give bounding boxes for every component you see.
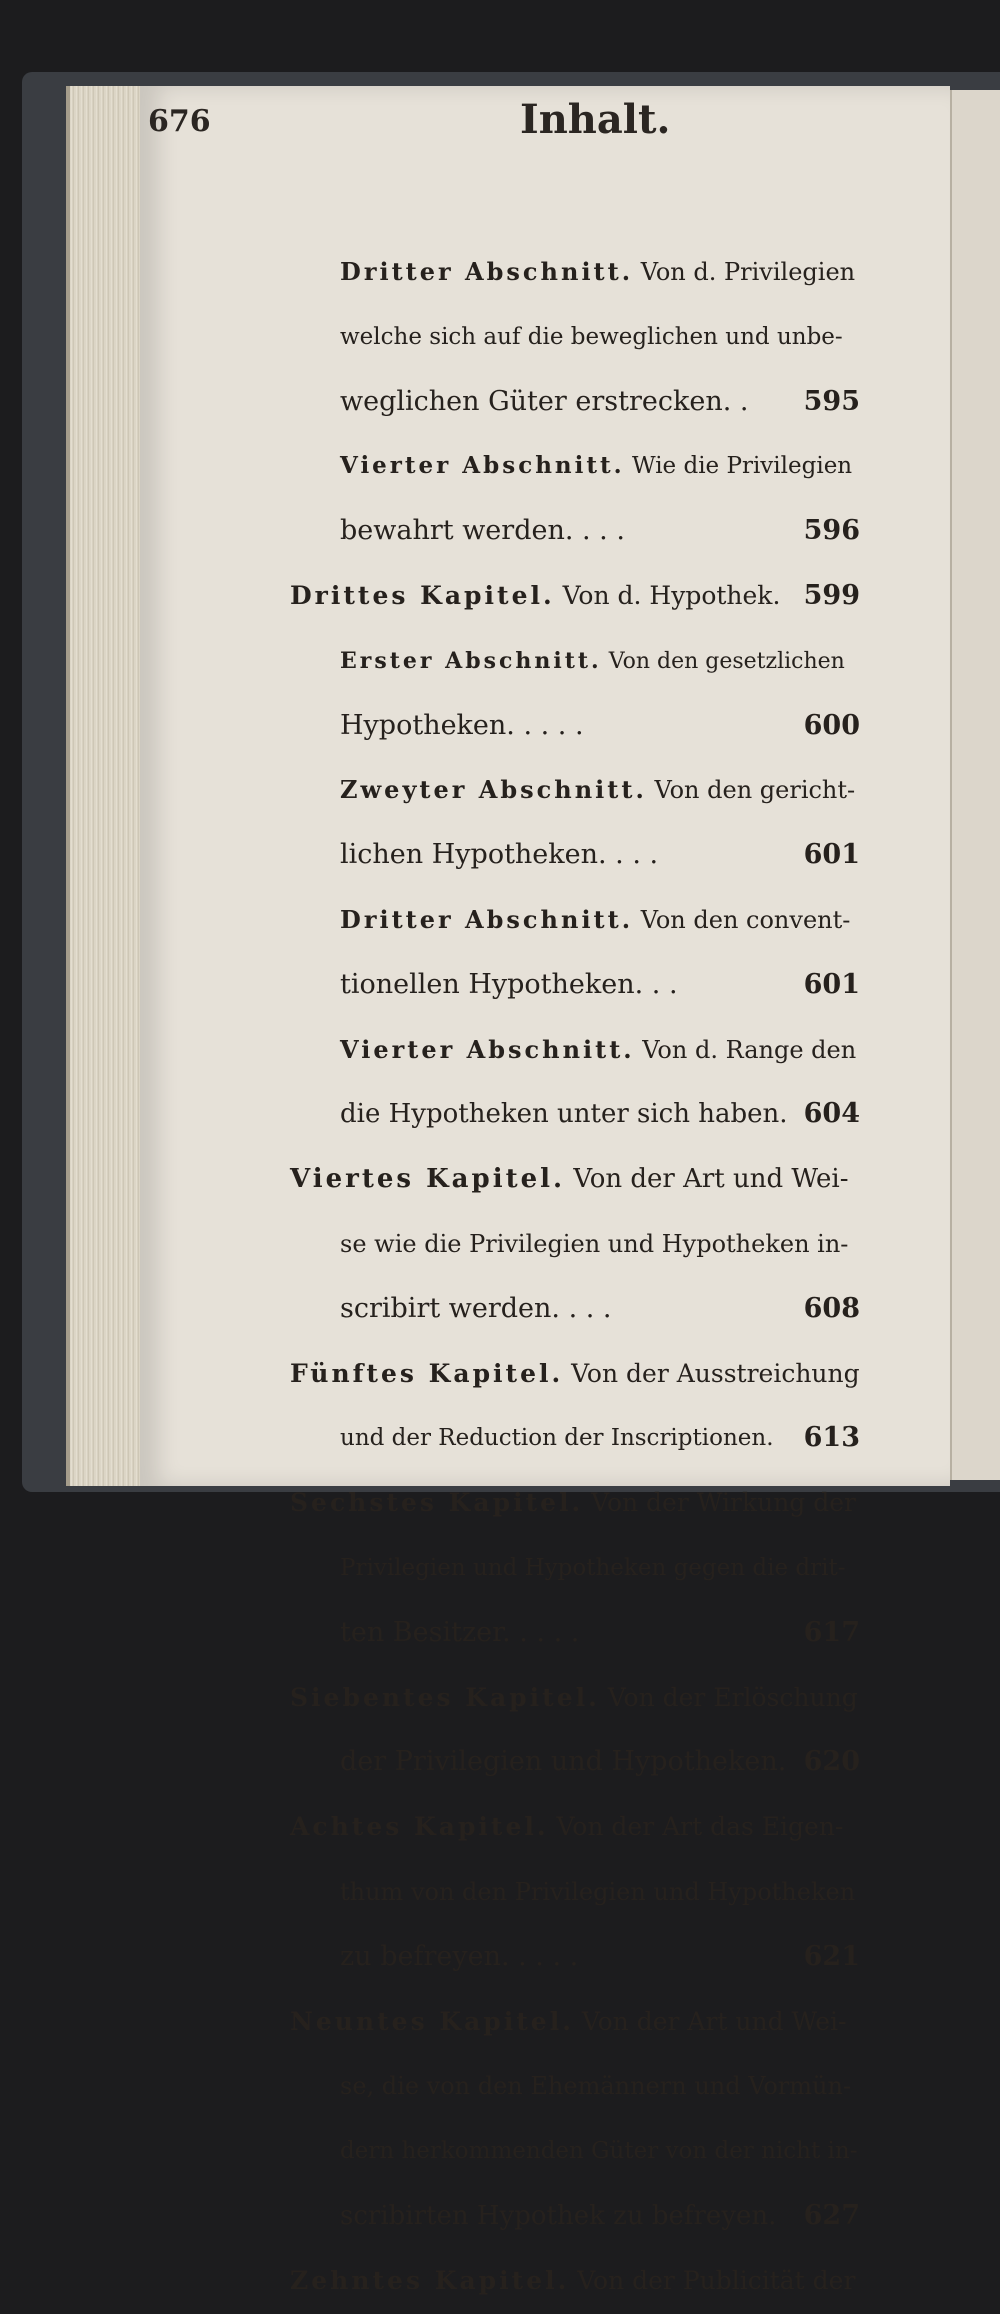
toc-page-number: 621 (803, 1940, 860, 1972)
toc-description: Hypotheken. . . . . (340, 709, 584, 741)
toc-line-text (340, 370, 748, 435)
toc-page-number: 595 (803, 385, 860, 417)
table-of-contents (290, 240, 860, 2314)
toc-description: die Hypotheken unter sich haben. (340, 1099, 788, 1130)
toc-description: Von den gericht- (646, 776, 856, 805)
toc-line (290, 1666, 860, 1731)
toc-line (290, 1277, 860, 1342)
toc-line (290, 823, 860, 888)
toc-description: Von der Wirkung der (583, 1488, 856, 1518)
toc-description: Von d. Hypothek. (554, 580, 781, 610)
toc-line-text (340, 953, 678, 1018)
toc-line-text (290, 1990, 846, 2055)
toc-description: dern herkommenden Güter von der nicht in- (340, 2138, 858, 2165)
toc-line-text (290, 1666, 858, 1731)
toc-description: welche sich auf die beweglichen und unbe- (340, 323, 843, 350)
toc-page-number: 617 (803, 1616, 860, 1648)
toc-page-number: 627 (803, 2199, 860, 2231)
toc-line-text (340, 694, 584, 759)
toc-line (290, 434, 860, 499)
toc-description: Von d. Privilegien (633, 258, 856, 286)
toc-line-text (340, 499, 625, 564)
toc-line (290, 1795, 860, 1860)
toc-description: scribirt werden. . . . (340, 1292, 612, 1324)
toc-line-text (290, 1471, 856, 1536)
toc-page-number: 599 (803, 579, 860, 611)
toc-line (290, 1147, 860, 1212)
toc-line (290, 1990, 860, 2055)
toc-line-text (340, 1212, 848, 1277)
toc-line (290, 499, 860, 564)
toc-line-text (290, 564, 780, 629)
toc-page-number: 620 (803, 1746, 860, 1778)
toc-description: Wie die Privilegien (624, 453, 853, 480)
toc-line-text (340, 758, 855, 823)
toc-line-text (340, 434, 852, 499)
toc-description: se, die von den Ehemännern und Vormün- (340, 2072, 852, 2101)
toc-description: Von der Ausstreichung (563, 1358, 860, 1388)
toc-line (290, 1601, 860, 1666)
toc-description: Von der Art und Wei- (573, 2006, 847, 2036)
toc-line (290, 1082, 860, 1147)
toc-line (290, 305, 860, 370)
toc-line-text (340, 240, 855, 305)
toc-description: Von der Art und Wei- (565, 1164, 849, 1195)
toc-line (290, 564, 860, 629)
toc-line-text (340, 1082, 788, 1147)
toc-heading: Dritter Abschnitt. (340, 257, 634, 286)
toc-line-text (340, 2184, 776, 2249)
toc-description: ten Besitzer. . . . . (340, 1616, 580, 1648)
toc-description: Von den gesetzlichen (601, 648, 845, 674)
toc-description: Von der Art das Eigen- (548, 1812, 844, 1842)
toc-line (290, 1471, 860, 1536)
toc-description: bewahrt werden. . . . (340, 515, 625, 547)
toc-heading: Sechstes Kapitel. (290, 1488, 584, 1518)
toc-description: Privilegien und Hypotheken gegen die drit- (340, 1554, 846, 1581)
toc-description: Von der Erlöschung (599, 1682, 858, 1712)
toc-line (290, 1212, 860, 1277)
page-number: 676 (148, 104, 211, 139)
toc-page-number: 613 (803, 1422, 860, 1454)
toc-line-text (290, 1795, 843, 1860)
toc-description: se wie die Privilegien und Hypotheken in- (340, 1229, 849, 1258)
toc-description: scribirten Hypothek zu befreyen. (340, 2200, 777, 2231)
toc-line (290, 1925, 860, 1990)
toc-page-number: 604 (803, 1098, 860, 1130)
toc-line-text (340, 1018, 856, 1083)
toc-line (290, 758, 860, 823)
toc-line-text (340, 823, 658, 888)
toc-line (290, 1730, 860, 1795)
toc-line (290, 1860, 860, 1925)
toc-line (290, 2249, 860, 2314)
toc-heading: Fünftes Kapitel. (290, 1358, 564, 1388)
toc-heading: Vierter Abschnitt. (340, 452, 625, 480)
toc-page-number: 601 (803, 839, 860, 871)
toc-line (290, 2054, 860, 2119)
toc-description: thum von den Privilegien und Hypotheken (340, 1877, 856, 1906)
page-edges (66, 86, 148, 1486)
toc-page-number: 596 (803, 515, 860, 547)
running-title: Inhalt. (520, 96, 671, 143)
toc-line (290, 1536, 860, 1601)
toc-heading: Vierter Abschnitt. (340, 1034, 635, 1064)
toc-line-text (340, 1536, 845, 1601)
toc-line (290, 2184, 860, 2249)
toc-line-text (340, 1277, 612, 1342)
toc-line-text (340, 1925, 578, 1990)
toc-line (290, 2119, 860, 2184)
toc-description: weglichen Güter erstrecken. . (340, 385, 749, 417)
toc-line-text (290, 2249, 855, 2314)
toc-line-text (340, 1406, 774, 1471)
toc-heading: Neuntes Kapitel. (290, 2006, 574, 2036)
toc-line (290, 629, 860, 694)
next-page-edge (950, 90, 1000, 1480)
toc-description: Von d. Range den (634, 1035, 857, 1064)
toc-line-text (340, 305, 843, 370)
toc-line (290, 1406, 860, 1471)
toc-description: und der Reduction der Inscriptionen. (340, 1425, 774, 1452)
toc-description: zu befreyen. . . . . (340, 1940, 579, 1972)
toc-line-text (340, 888, 850, 953)
toc-line-text (340, 1730, 786, 1795)
toc-line-text (340, 1860, 855, 1925)
toc-line-text (340, 629, 845, 695)
toc-line-text (290, 1342, 860, 1407)
toc-line-text (290, 1147, 849, 1212)
toc-line (290, 240, 860, 305)
toc-description: tionellen Hypotheken. . . (340, 968, 678, 1000)
toc-heading: Dritter Abschnitt. (340, 904, 634, 934)
toc-description: Von der Publicität der (569, 2265, 856, 2295)
toc-page-number: 601 (803, 968, 860, 1000)
toc-description: Von den convent- (633, 905, 851, 934)
toc-line (290, 1018, 860, 1083)
toc-line (290, 953, 860, 1018)
toc-heading: Zweyter Abschnitt. (340, 775, 647, 805)
toc-line-text (340, 1601, 579, 1666)
toc-line (290, 888, 860, 953)
toc-line-text (340, 2119, 857, 2184)
toc-description: lichen Hypotheken. . . . (340, 839, 659, 871)
toc-heading: Viertes Kapitel. (290, 1164, 566, 1195)
toc-page-number: 600 (803, 709, 860, 741)
toc-heading: Erster Abschnitt. (340, 647, 602, 674)
toc-page-number: 608 (803, 1292, 860, 1324)
toc-line (290, 1342, 860, 1407)
toc-heading: Siebentes Kapitel. (290, 1682, 600, 1712)
toc-heading: Zehntes Kapitel. (290, 2265, 570, 2295)
toc-description: der Privilegien und Hypotheken. (340, 1746, 787, 1778)
toc-heading: Drittes Kapitel. (290, 580, 555, 610)
toc-line-text (340, 2054, 851, 2119)
toc-heading: Achtes Kapitel. (290, 1812, 549, 1842)
toc-line (290, 694, 860, 759)
toc-line (290, 370, 860, 435)
